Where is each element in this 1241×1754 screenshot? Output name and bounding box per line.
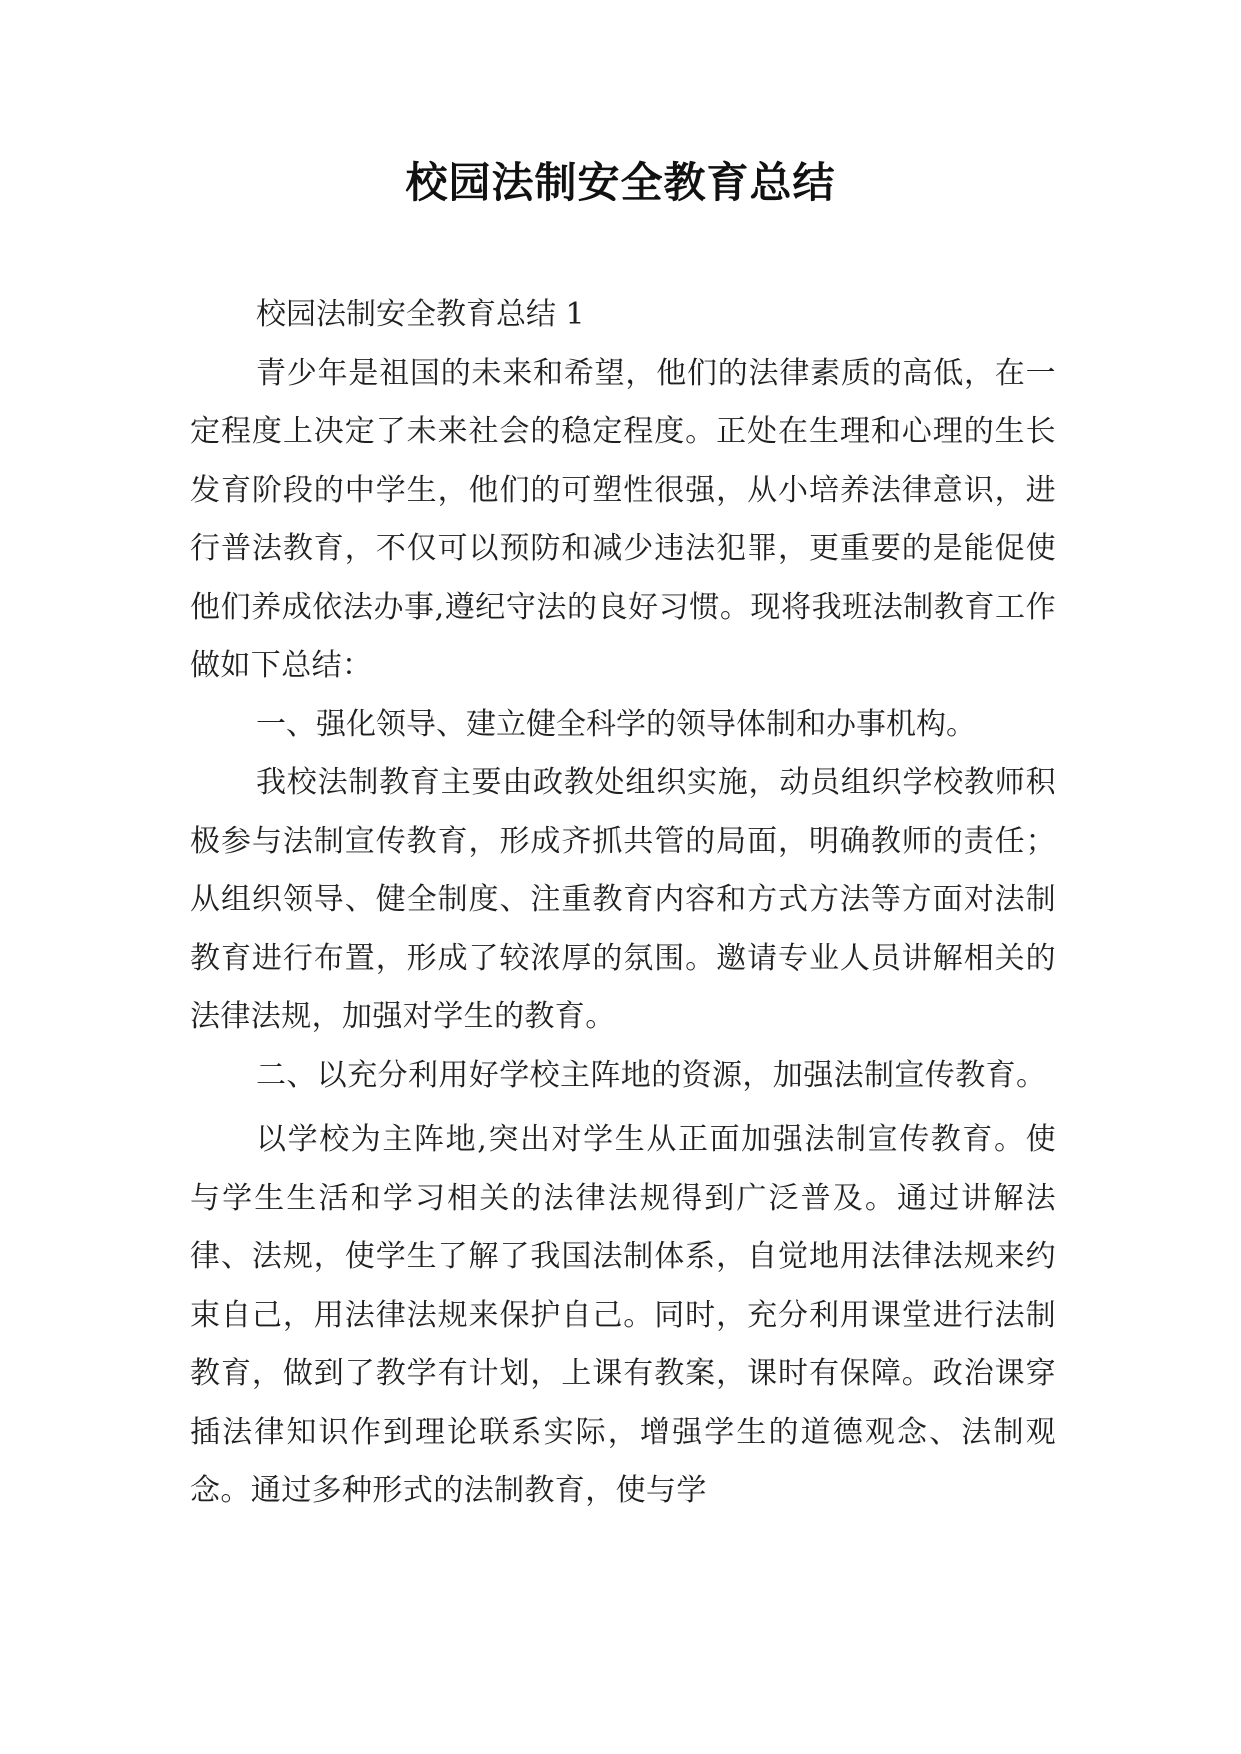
point-one-heading: 一、强化领导、建立健全科学的领导体制和办事机构。 <box>256 706 976 742</box>
section-heading: 校园法制安全教育总结 1 <box>256 297 585 332</box>
document-title: 校园法制安全教育总结 <box>405 158 836 207</box>
point-two-heading: 二、以充分利用好学校主阵地的资源，加强法制宣传教育。 <box>256 1057 1047 1093</box>
point-two-paragraph: 以学校为主阵地,突出对学生从正面加强法制宣传教育。使与学生生活和学习相关的法律法规得到广泛普及。通过讲解法律、法规，使学生了解了我国法制体系，自觉地用法律法规来约束自己，用法律法规来保护自己。同时，充分利用课堂进行法制教育，做到了教学有计划，上课有教案，课时有保障。政治课穿插法律知识作到理论联系实际，增强学生的道德观念、法制观念。通过多种形式的法制教育，使与学 <box>190 1122 1056 1508</box>
intro-paragraph: 青少年是祖国的未来和希望，他们的法律素质的高低，在一定程度上决定了未来社会的稳定程度。正处在生理和心理的生长发育阶段的中学生，他们的可塑性很强，从小培养法律意识，进行普法教育，不仅可以预防和减少违法犯罪，更重要的是能促使他们养成依法办事,遵纪守法的良好习惯。现将我班法制教育工作做如下总结： <box>190 355 1056 683</box>
point-one-paragraph: 我校法制教育主要由政教处组织实施，动员组织学校教师积极参与法制宣传教育，形成齐抓共管的局面，明确教师的责任；从组织领导、健全制度、注重教育内容和方式方法等方面对法制教育进行布置，形成了较浓厚的氛围。邀请专业人员讲解相关的法律法规，加强对学生的教育。 <box>190 765 1056 1034</box>
document-body <box>190 286 1056 1521</box>
